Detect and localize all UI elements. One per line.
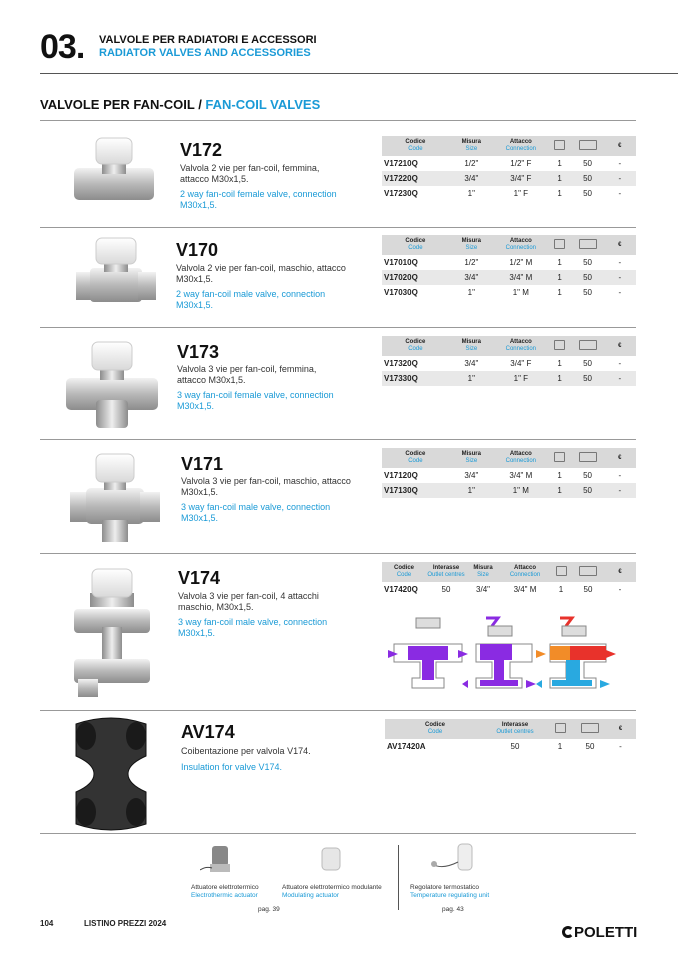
- product-divider: [40, 327, 636, 328]
- section-divider: [40, 120, 636, 121]
- accessory-label-it: Attuatore elettrotermico modulante: [282, 884, 382, 891]
- product-desc-en: Insulation for valve V174.: [181, 762, 283, 772]
- col-code: Codice Code: [382, 235, 449, 255]
- table-row: V17010Q 1/2" 1/2" M 1 50 -: [384, 258, 622, 267]
- product-divider: [40, 710, 636, 711]
- col-size: Misura Size: [449, 136, 494, 156]
- product-desc-it: Valvola 2 vie per fan-coil, maschio, attacco M30x1,5.: [176, 263, 346, 284]
- accessory-label-en: Modulating actuator: [282, 892, 340, 899]
- page-reference: pag. 39: [258, 906, 280, 913]
- col-connection: Attacco Connection: [500, 562, 550, 582]
- product-desc-en: 3 way fan-coil male valve, connection M30x1,5.: [181, 502, 331, 523]
- brand-logo-icon: [562, 926, 574, 938]
- page-number: 104: [40, 919, 54, 928]
- table-row: V17420Q 50 3/4" 3/4" M 1 50 -: [384, 585, 622, 594]
- table-header: [382, 136, 636, 156]
- table-row: V17030Q 1" 1" M 1 50 -: [384, 288, 622, 297]
- col-connection: Attacco Connection: [494, 448, 548, 468]
- accessory-label-it: Attuatore elettrotermico: [191, 884, 259, 891]
- table-row: V17330Q 1" 1" F 1 50 -: [382, 371, 636, 386]
- table-row: V17020Q 3/4" 3/4" M 1 50 -: [382, 270, 636, 285]
- product-desc-it: Valvola 3 vie per fan-coil, femmina, attacco M30x1,5.: [177, 364, 317, 385]
- product-table-v170: [382, 235, 636, 300]
- chapter-number: 03.: [40, 28, 85, 66]
- product-desc-en: 3 way fan-coil female valve, connection M30x1,5.: [177, 390, 334, 411]
- product-table-v174: [382, 562, 636, 597]
- box-icon: [548, 235, 572, 255]
- product-desc-en: 3 way fan-coil male valve, connection M30x1,5.: [178, 617, 328, 638]
- table-header: [382, 336, 636, 356]
- chapter-title-it: VALVOLE PER RADIATORI E ACCESSORI: [99, 34, 317, 46]
- table-row: V17210Q 1/2" 1/2" F 1 50 -: [384, 159, 622, 168]
- page-reference: pag. 43: [442, 906, 464, 913]
- euro-icon: €: [604, 336, 636, 356]
- col-centres: Interasse Outlet centres: [485, 719, 545, 739]
- col-code: Codice Code: [382, 136, 449, 156]
- valve-v171-image: [70, 452, 160, 544]
- table-header: [382, 448, 636, 468]
- boxes-icon: [571, 136, 603, 156]
- product-name: V170: [176, 240, 219, 260]
- box-icon: [545, 719, 575, 739]
- product-table-av174: [385, 719, 636, 754]
- product-divider: [40, 227, 636, 228]
- thermostatic-regulator-image: [428, 842, 478, 878]
- accessory-label-en: Electrothermic actuator: [191, 892, 258, 899]
- section-title-it: VALVOLE PER FAN-COIL: [40, 97, 195, 112]
- boxes-icon: [571, 448, 603, 468]
- product-name: V171: [181, 454, 224, 474]
- product-divider: [40, 439, 636, 440]
- col-size: Misura Size: [449, 336, 494, 356]
- col-size: Misura Size: [466, 562, 500, 582]
- col-connection: Attacco Connection: [494, 235, 548, 255]
- table-row: V17130Q 1" 1" M 1 50 -: [382, 483, 636, 498]
- col-code: Codice Code: [382, 562, 426, 582]
- product-desc-it: Valvola 3 vie per fan-coil, 4 attacchi maschio, M30x1,5.: [178, 591, 319, 612]
- table-header: [382, 235, 636, 255]
- product-desc-en: 2 way fan-coil female valve, connection M30x1,5.: [180, 189, 337, 210]
- product-table-v173: [382, 336, 636, 386]
- box-icon: [550, 562, 572, 582]
- product-name: V173: [177, 342, 220, 362]
- euro-icon: €: [604, 448, 636, 468]
- price-list-label: LISTINO PREZZI 2024: [84, 919, 167, 928]
- product-desc-it: Coibentazione per valvola V174.: [181, 746, 311, 756]
- table-row: V17220Q 3/4" 3/4" F 1 50 -: [382, 171, 636, 186]
- flow-diagram-3: [536, 614, 616, 694]
- flow-diagram-2: [462, 614, 542, 694]
- boxes-icon: [572, 562, 604, 582]
- boxes-icon: [571, 235, 603, 255]
- valve-v170-image: [76, 236, 156, 312]
- valve-v173-image: [66, 340, 158, 430]
- product-divider: [40, 833, 636, 834]
- col-connection: Attacco Connection: [494, 136, 548, 156]
- header-divider: [40, 73, 678, 74]
- euro-icon: €: [604, 136, 636, 156]
- euro-icon: €: [604, 235, 636, 255]
- product-table-v172: [382, 136, 636, 201]
- product-divider: [40, 553, 636, 554]
- product-desc-it: Valvola 2 vie per fan-coil, femmina, attacco M30x1,5.: [180, 163, 320, 184]
- section-title-en: FAN-COIL VALVES: [205, 97, 321, 112]
- table-row: V17230Q 1" 1" F 1 50 -: [384, 189, 622, 198]
- brand-logo: [562, 924, 637, 941]
- col-size: Misura Size: [449, 448, 494, 468]
- col-centres: Interasse Outlet centres: [426, 562, 466, 582]
- thermoelectric-actuator-image: [200, 842, 240, 878]
- section-title-sep: /: [194, 97, 206, 112]
- modulating-actuator-image: [318, 846, 344, 874]
- product-desc-en: 2 way fan-coil male valve, connection M30x1,5.: [176, 289, 326, 310]
- boxes-icon: [571, 336, 603, 356]
- table-header: [382, 562, 636, 582]
- chapter-title-en: RADIATOR VALVES AND ACCESSORIES: [99, 47, 311, 59]
- brand-name: POLETTI: [574, 924, 638, 941]
- product-name: V172: [180, 140, 223, 160]
- col-connection: Attacco Connection: [494, 336, 548, 356]
- section-title: [40, 97, 320, 112]
- box-icon: [548, 448, 572, 468]
- product-name: AV174: [181, 722, 235, 742]
- table-row: AV17420A 50 1 50 -: [387, 742, 622, 751]
- col-code: Codice Code: [385, 719, 485, 739]
- col-code: Codice Code: [382, 448, 449, 468]
- valve-v172-image: [74, 136, 154, 211]
- box-icon: [548, 336, 572, 356]
- col-code: Codice Code: [382, 336, 449, 356]
- box-icon: [548, 136, 572, 156]
- product-name: V174: [178, 568, 221, 588]
- euro-icon: €: [605, 719, 636, 739]
- accessory-label-it: Regolatore termostatico: [410, 884, 480, 891]
- euro-icon: €: [604, 562, 636, 582]
- flow-diagram-1: [388, 614, 468, 694]
- boxes-icon: [575, 719, 605, 739]
- valve-v174-image: [74, 567, 150, 699]
- accessories-divider: [398, 845, 399, 910]
- table-row: V17320Q 3/4" 3/4" F 1 50 -: [384, 359, 622, 368]
- product-desc-it: Valvola 3 vie per fan-coil, maschio, attacco M30x1,5.: [181, 476, 351, 497]
- table-row: V17120Q 3/4" 3/4" M 1 50 -: [384, 471, 622, 480]
- accessory-label-en: Temperature regulating unit: [410, 892, 490, 899]
- col-size: Misura Size: [449, 235, 494, 255]
- table-header: [385, 719, 636, 739]
- insulation-av174-image: [66, 716, 156, 832]
- product-table-v171: [382, 448, 636, 498]
